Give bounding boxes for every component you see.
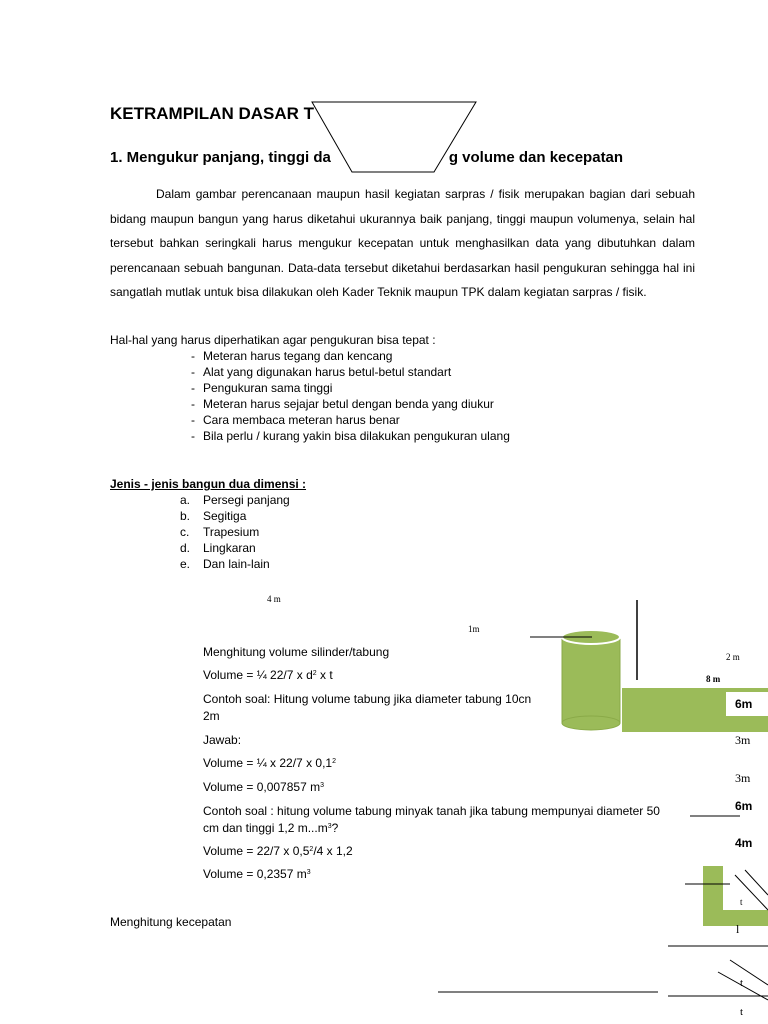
cylinder-shape — [562, 630, 620, 730]
shapes-heading: Jenis - jenis bangun dua dimensi : — [110, 477, 307, 491]
label-t1: t — [740, 897, 743, 907]
list-marker: - — [191, 397, 195, 411]
answer-step2: Volume = 0,007857 $m^3$ — [203, 780, 324, 794]
volume-heading: Menghitung volume silinder/tabung — [203, 645, 390, 659]
answer-step1: Volume = ¼ x 22/7 x $0,1^2$ — [203, 756, 336, 770]
label-2m: 2 m — [726, 652, 740, 662]
label-6m-b: 6m — [735, 799, 753, 813]
example1-question-cont: 2m — [203, 709, 220, 723]
list-item: - Meteran harus sejajar betul dengan benda yang diukur — [191, 397, 494, 411]
list-item: e. Dan lain-lain — [180, 557, 270, 571]
diagonal-line-2 — [745, 870, 768, 895]
answer-step3: Volume = 22/7 x $0,5^2/4$ x 1,2 — [203, 844, 353, 858]
list-marker: - — [191, 429, 195, 443]
label-t2: t — [740, 977, 744, 989]
example1-question: Contoh soal: Hitung volume tabung jika diameter tabung 10cn — [203, 692, 532, 706]
diagonal-line-3 — [730, 960, 768, 985]
label-8m: 8 m — [706, 674, 721, 684]
label-1m: 1m — [468, 624, 480, 634]
example2-question-cont: cm dan tinggi 1,2 $m...m^3$? — [203, 821, 339, 835]
section-heading-right: g volume dan kecepatan — [448, 149, 624, 166]
list-item: - Pengukuran sama tinggi — [191, 381, 333, 395]
list-item: b. Segitiga — [180, 509, 247, 523]
list-marker: - — [191, 413, 195, 427]
answer-label: Jawab: — [203, 733, 242, 747]
label-4m-b: 4m — [735, 836, 753, 850]
list-item: c. Trapesium — [180, 525, 260, 539]
list-item: - Meteran harus tegang dan kencang — [191, 349, 393, 363]
intro-paragraph-text: Dalam gambar perencanaan maupun hasil kegiatan sarpras / fisik merupakan bagian dari sebuah bidang maupun bangun yang harus diketahui ukurannya baik panjang, tinggi maupun volumenya, selain hal tersebut bahkan seringkali harus mengukur kecepatan untuk menghasilkan data yang dibutuhkan dalam perencanaan sebuah bangunan. Data-data tersebut diketahui berdasarkan hasil pengukuran sehingga hal ini sangatlah mutlak untuk bisa dilakukan oleh Kader Teknik maupun TPK dalam kegiatan sarpras / fisik. — [110, 187, 695, 300]
document-title: KETRAMPILAN DASAR T — [110, 104, 314, 123]
example2-question: Contoh soal : hitung volume tabung minyak tanah jika tabung mempunyai diameter 50 — [203, 804, 660, 818]
label-4m: 4 m — [267, 594, 281, 604]
label-3m-b: 3m — [735, 771, 751, 785]
answer-step4: Volume = 0,2357 $m^3$ — [203, 867, 311, 881]
volume-formula: Volume = ¼ 22/7 x $d^2$ x t — [203, 668, 333, 682]
cylinder-body — [562, 637, 620, 723]
list-item: - Cara membaca meteran harus benar — [191, 413, 400, 427]
tips-intro: Hal-hal yang harus diperhatikan agar pengukuran bisa tepat : — [110, 333, 436, 347]
label-l: l — [736, 922, 740, 936]
section-heading-left: 1. Mengukur panjang, tinggi da — [110, 149, 331, 166]
list-marker: - — [191, 349, 195, 363]
list-marker: - — [191, 381, 195, 395]
trapezoid-shape — [312, 102, 476, 172]
list-item: d. Lingkaran — [180, 541, 256, 555]
list-item: a. Persegi panjang — [180, 493, 290, 507]
cylinder-bottom — [562, 716, 620, 730]
list-item: - Bila perlu / kurang yakin bisa dilakukan pengukuran ulang — [191, 429, 510, 443]
label-3m-a: 3m — [735, 733, 751, 747]
label-6m-a: 6m — [735, 697, 753, 711]
speed-heading: Menghitung kecepatan — [110, 915, 232, 929]
list-item: - Alat yang digunakan harus betul-betul standart — [191, 365, 452, 379]
label-t3: t — [740, 1006, 744, 1018]
list-marker: - — [191, 365, 195, 379]
